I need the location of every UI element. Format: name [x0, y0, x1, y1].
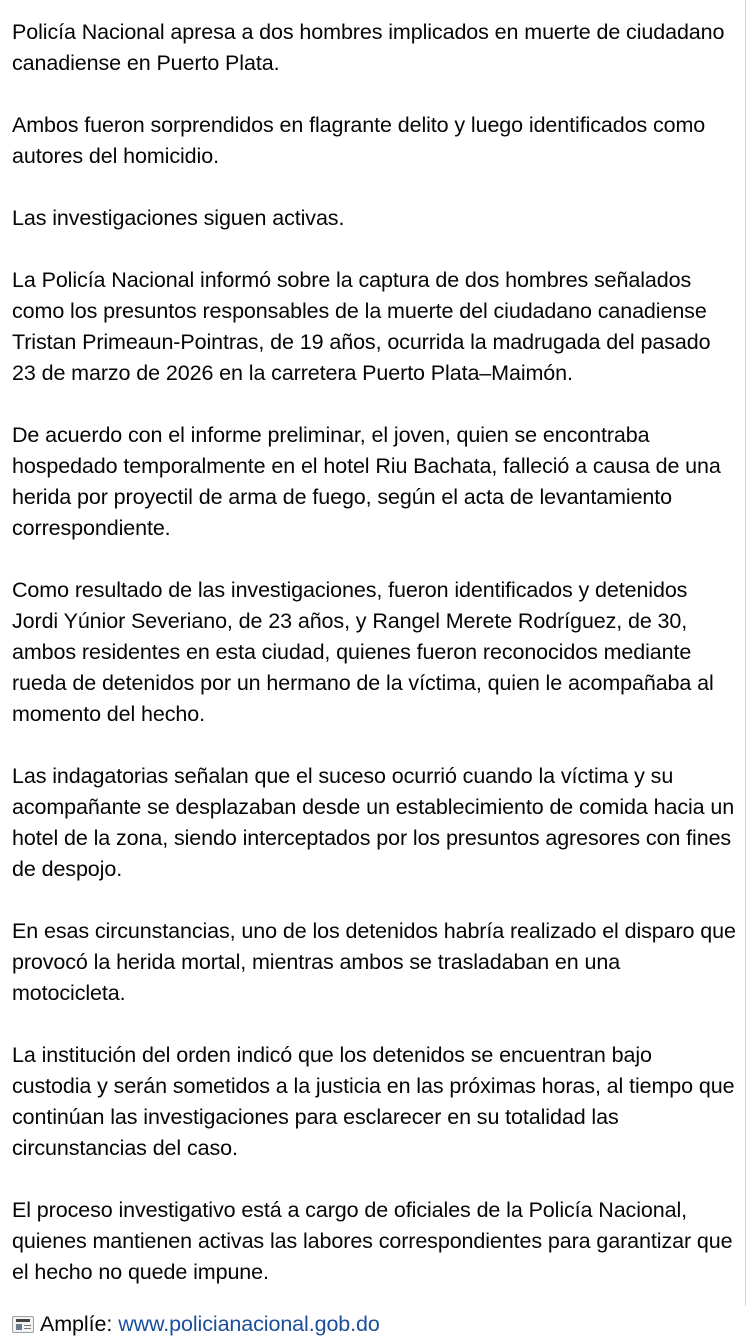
post-paragraph: En esas circunstancias, uno de los detenidos habría realizado el disparo que provocó la herida mortal, mientras ambos se trasladaban en una motocicleta. — [12, 919, 736, 1005]
post-paragraph: La Policía Nacional informó sobre la captura de dos hombres señalados como los presuntos responsables de la muerte del ciudadano canadiense Tristan Primeaun-Pointras, de 19 años, ocurrida la madrugada del pasado 23 de marzo de 2026 en la carretera Puerto Plata–Maimón. — [12, 268, 711, 385]
post-paragraph: La institución del orden indicó que los detenidos se encuentran bajo custodia y serán sometidos a la justicia en las próximas horas, al tiempo que continúan las investigaciones para esclarecer en su totalidad las circunstancias del caso. — [12, 1043, 735, 1160]
post-body — [12, 17, 736, 1340]
post-paragraph: De acuerdo con el informe preliminar, el joven, quien se encontraba hospedado temporalmente en el hotel Riu Bachata, falleció a causa de una herida por proyectil de arma de fuego, según el acta de levantamiento correspondiente. — [12, 423, 721, 540]
post-paragraph: El proceso investigativo está a cargo de oficiales de la Policía Nacional, quienes mantienen activas las labores correspondientes para garantizar que el hecho no quede impune. — [12, 1198, 733, 1284]
source-label: Amplíe: — [40, 1312, 113, 1336]
post-paragraph: Como resultado de las investigaciones, fueron identificados y detenidos Jordi Yúnior Severiano, de 23 años, y Rangel Merete Rodríguez, de 30, ambos residentes en esta ciudad, quienes fueron reconocidos mediante rueda de detenidos por un hermano de la víctima, quien le acompañaba al momento del hecho. — [12, 578, 714, 726]
source-line — [12, 1309, 736, 1340]
newspaper-icon — [12, 1316, 34, 1333]
post-headline: Policía Nacional apresa a dos hombres implicados en muerte de ciudadano canadiense en Puerto Plata. — [12, 20, 725, 75]
post-subheadline: Ambos fueron sorprendidos en flagrante delito y luego identificados como autores del homicidio. — [12, 113, 706, 168]
post-paragraph: Las indagatorias señalan que el suceso ocurrió cuando la víctima y su acompañante se desplazaban desde un establecimiento de comida hacia un hotel de la zona, siendo interceptados por los presuntos agresores con fines de despojo. — [12, 764, 735, 881]
post-paragraph: Las investigaciones siguen activas. — [12, 206, 345, 230]
source-link[interactable]: www.policianacional.gob.do — [118, 1312, 380, 1336]
